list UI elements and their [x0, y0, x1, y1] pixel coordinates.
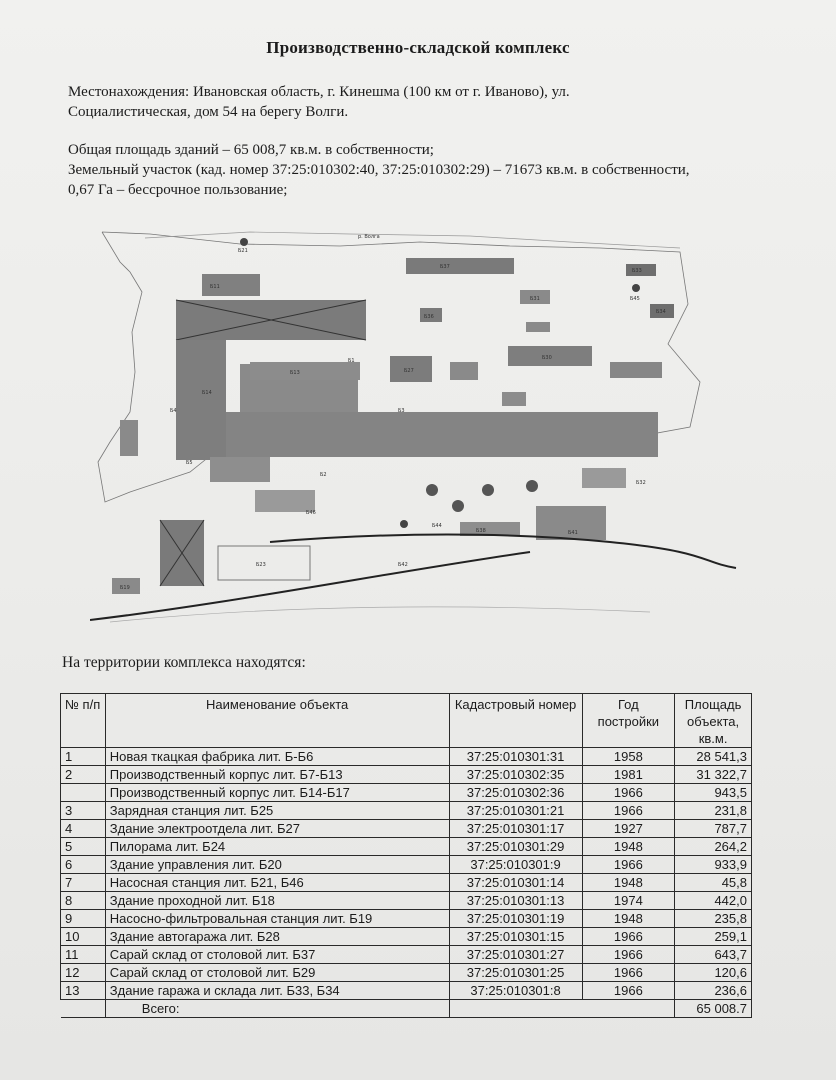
building-lower-left	[210, 457, 270, 482]
row-area: 943,5	[675, 784, 752, 802]
row-name: Производственный корпус лит. Б14-Б17	[105, 784, 449, 802]
objects-table	[60, 693, 752, 1018]
row-area: 442,0	[675, 892, 752, 910]
label-b2: Б2	[320, 472, 327, 478]
row-cadastral: 37:25:010301:14	[449, 874, 582, 892]
row-name: Здание электроотдела лит. Б27	[105, 820, 449, 838]
table-row	[61, 964, 752, 982]
area-line-3: 0,67 Га – бессрочное пользование;	[68, 182, 288, 198]
label-b34: Б34	[656, 309, 666, 315]
building-b29	[610, 362, 662, 378]
row-year: 1966	[582, 856, 675, 874]
label-b19: Б19	[120, 585, 130, 591]
label-b30: Б30	[542, 355, 552, 361]
row-cadastral: 37:25:010301:19	[449, 910, 582, 928]
label-b4: Б4	[170, 408, 177, 414]
table-body	[61, 748, 752, 1000]
river-bank-line	[145, 232, 680, 248]
total-value: 65 008.7	[675, 1000, 752, 1018]
location-line-2: Социалистическая, дом 54 на берегу Волги.	[68, 104, 349, 120]
row-area: 643,7	[675, 946, 752, 964]
document-title: Производственно-складской комплекс	[266, 38, 570, 57]
row-year: 1966	[582, 802, 675, 820]
row-cadastral: 37:25:010301:17	[449, 820, 582, 838]
label-b45: Б45	[630, 296, 640, 302]
table-row	[61, 802, 752, 820]
table-row	[61, 838, 752, 856]
label-b11: Б11	[210, 284, 220, 290]
header-cadastral: Кадастровый номер	[449, 694, 582, 748]
row-year: 1948	[582, 874, 675, 892]
row-cadastral: 37:25:010301:15	[449, 928, 582, 946]
row-area: 259,1	[675, 928, 752, 946]
row-area: 45,8	[675, 874, 752, 892]
building-crossed-top	[176, 300, 366, 340]
row-name: Здание проходной лит. Б18	[105, 892, 449, 910]
row-cadastral: 37:25:010301:27	[449, 946, 582, 964]
row-name: Здание гаража и склада лит. Б33, Б34	[105, 982, 449, 1000]
row-name: Зарядная станция лит. Б25	[105, 802, 449, 820]
header-area: Площадь объекта, кв.м.	[675, 694, 752, 748]
row-name: Насосная станция лит. Б21, Б46	[105, 874, 449, 892]
table-row	[61, 928, 752, 946]
label-b13: Б13	[290, 370, 300, 376]
row-area: 264,2	[675, 838, 752, 856]
label-b41: Б41	[568, 530, 578, 536]
row-year: 1966	[582, 982, 675, 1000]
table-intro: На территории комплекса находятся:	[62, 654, 306, 671]
row-year: 1974	[582, 892, 675, 910]
table-row	[61, 982, 752, 1000]
header-num: № п/п	[61, 694, 106, 748]
building-small-2	[450, 362, 478, 380]
table-row	[61, 874, 752, 892]
row-cadastral: 37:25:010301:31	[449, 748, 582, 766]
row-area: 787,7	[675, 820, 752, 838]
table-header-row	[61, 694, 752, 748]
row-cadastral: 37:25:010301:9	[449, 856, 582, 874]
label-b23: Б23	[256, 562, 266, 568]
site-plan	[90, 212, 800, 632]
label-b21: Б21	[238, 248, 248, 254]
label-b3: Б3	[398, 408, 405, 414]
area-line-1: Общая площадь зданий – 65 008,7 кв.м. в собственности;	[68, 142, 434, 158]
table-row	[61, 820, 752, 838]
label-b14: Б14	[202, 390, 212, 396]
row-year: 1958	[582, 748, 675, 766]
row-num: 10	[61, 928, 106, 946]
label-b36: Б36	[424, 314, 434, 320]
row-area: 31 322,7	[675, 766, 752, 784]
row-name: Здание управления лит. Б20	[105, 856, 449, 874]
header-year: Год постройки	[582, 694, 675, 748]
row-num: 8	[61, 892, 106, 910]
label-b46: Б46	[306, 510, 316, 516]
table-row	[61, 748, 752, 766]
row-year: 1948	[582, 838, 675, 856]
table-row	[61, 784, 752, 802]
row-name: Новая ткацкая фабрика лит. Б-Б6	[105, 748, 449, 766]
row-area: 120,6	[675, 964, 752, 982]
row-name: Насосно-фильтровальная станция лит. Б19	[105, 910, 449, 928]
row-area: 28 541,3	[675, 748, 752, 766]
building-b13	[250, 362, 360, 380]
label-river: р. Волга	[358, 234, 380, 240]
location-line-1: Местонахождения: Ивановская область, г. Кинешма (100 км от г. Иваново), ул.	[68, 84, 570, 100]
row-num: 1	[61, 748, 106, 766]
row-cadastral: 37:25:010301:29	[449, 838, 582, 856]
row-cadastral: 37:25:010301:21	[449, 802, 582, 820]
location-paragraph	[68, 82, 798, 122]
area-paragraph	[68, 140, 798, 200]
header-name: Наименование объекта	[105, 694, 449, 748]
building-b46	[255, 490, 315, 512]
row-name: Здание автогаража лит. Б28	[105, 928, 449, 946]
building-b32	[582, 468, 626, 488]
row-name: Сарай склад от столовой лит. Б29	[105, 964, 449, 982]
row-num: 11	[61, 946, 106, 964]
row-cadastral: 37:25:010301:13	[449, 892, 582, 910]
label-b5: Б5	[186, 460, 193, 466]
row-area: 231,8	[675, 802, 752, 820]
building-small-1	[526, 322, 550, 332]
row-name: Пилорама лит. Б24	[105, 838, 449, 856]
row-year: 1981	[582, 766, 675, 784]
row-cadastral: 37:25:010302:36	[449, 784, 582, 802]
area-line-2: Земельный участок (кад. номер 37:25:010302:40, 37:25:010302:29) – 71673 кв.м. в собственности,	[68, 162, 690, 178]
label-b33: Б33	[632, 268, 642, 274]
label-b1: Б1	[348, 358, 355, 364]
row-num	[61, 784, 106, 802]
row-num: 12	[61, 964, 106, 982]
table-row	[61, 766, 752, 784]
row-num: 3	[61, 802, 106, 820]
row-num: 6	[61, 856, 106, 874]
total-row	[61, 1000, 752, 1018]
row-year: 1948	[582, 910, 675, 928]
row-year: 1927	[582, 820, 675, 838]
row-year: 1966	[582, 946, 675, 964]
label-b37: Б37	[440, 264, 450, 270]
building-main-long	[176, 340, 226, 460]
row-num: 9	[61, 910, 106, 928]
label-b27: Б27	[404, 368, 414, 374]
label-b44: Б44	[432, 523, 442, 529]
building-main-bar	[226, 412, 658, 457]
row-num: 2	[61, 766, 106, 784]
building-b37	[406, 258, 514, 274]
table-row	[61, 892, 752, 910]
row-cadastral: 37:25:010301:8	[449, 982, 582, 1000]
row-num: 4	[61, 820, 106, 838]
row-year: 1966	[582, 928, 675, 946]
row-year: 1966	[582, 964, 675, 982]
total-label: Всего:	[105, 1000, 449, 1018]
table-row	[61, 856, 752, 874]
row-cadastral: 37:25:010301:25	[449, 964, 582, 982]
building-left-annex	[120, 420, 138, 456]
table-row	[61, 946, 752, 964]
row-area: 235,8	[675, 910, 752, 928]
row-area: 236,6	[675, 982, 752, 1000]
table-row	[61, 910, 752, 928]
building-crossed-bottom	[160, 520, 204, 586]
row-name: Производственный корпус лит. Б7-Б13	[105, 766, 449, 784]
row-num: 5	[61, 838, 106, 856]
row-year: 1966	[582, 784, 675, 802]
row-name: Сарай склад от столовой лит. Б37	[105, 946, 449, 964]
row-area: 933,9	[675, 856, 752, 874]
label-b32: Б32	[636, 480, 646, 486]
label-b38: Б38	[476, 528, 486, 534]
row-num: 7	[61, 874, 106, 892]
building-small-3	[502, 392, 526, 406]
label-b42: Б42	[398, 562, 408, 568]
row-num: 13	[61, 982, 106, 1000]
row-cadastral: 37:25:010302:35	[449, 766, 582, 784]
label-b31: Б31	[530, 296, 540, 302]
